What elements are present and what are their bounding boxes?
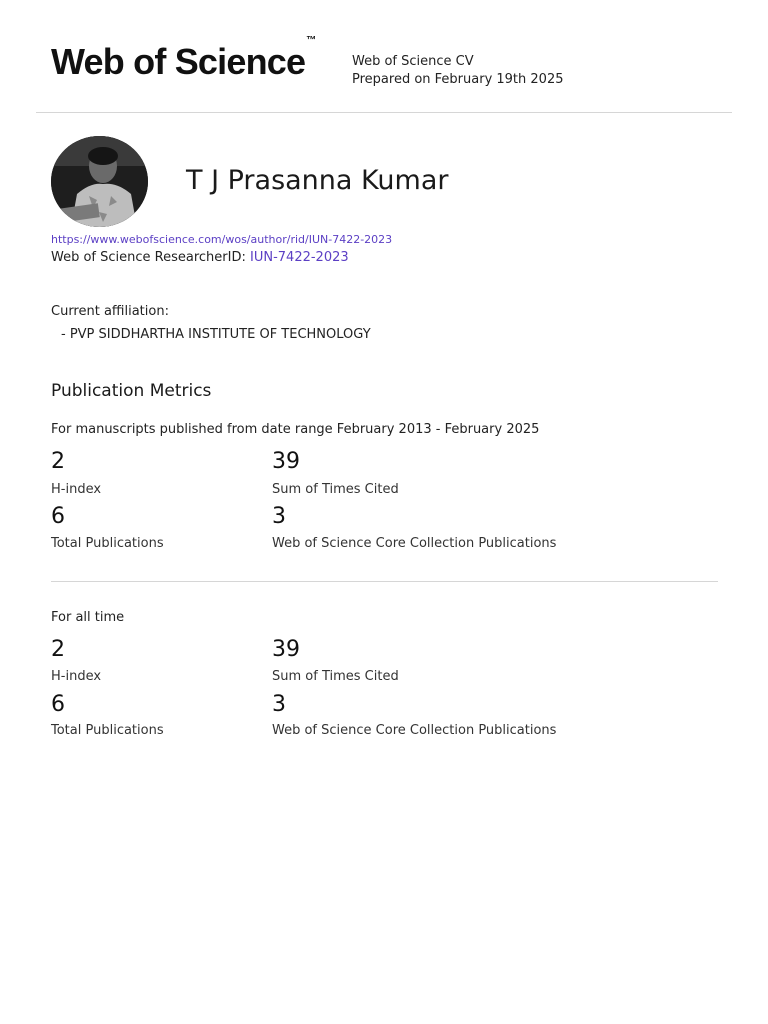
range-total-pubs-value: 6 (51, 504, 65, 529)
affiliation-item: - PVP SIDDHARTHA INSTITUTE OF TECHNOLOGY (61, 327, 371, 342)
cv-title: Web of Science CV (352, 54, 474, 69)
profile-url-link[interactable]: https://www.webofscience.com/wos/author/rid/IUN-7422-2023 (51, 233, 393, 246)
web-of-science-logo (51, 35, 316, 82)
logo-text: Web of Science (51, 41, 306, 82)
avatar (51, 136, 148, 227)
prepared-date: Prepared on February 19th 2025 (352, 72, 564, 87)
range-times-cited-value: 39 (272, 449, 300, 474)
all-time-total-pubs-value: 6 (51, 692, 65, 717)
author-name: T J Prasanna Kumar (186, 165, 449, 196)
range-core-pubs-label: Web of Science Core Collection Publications (272, 536, 557, 551)
all-time-h-index-label: H-index (51, 669, 102, 684)
all-time-times-cited-value: 39 (272, 637, 300, 662)
range-h-index-label: H-index (51, 482, 102, 497)
all-time-caption: For all time (51, 610, 125, 625)
range-total-pubs-label: Total Publications (51, 536, 164, 551)
all-time-h-index-value: 2 (51, 637, 65, 662)
affiliation-label: Current affiliation: (51, 304, 169, 319)
all-time-times-cited-label: Sum of Times Cited (272, 669, 399, 684)
researcher-id-line (51, 250, 349, 265)
logo-trademark: ™ (306, 35, 316, 46)
all-time-total-pubs-label: Total Publications (51, 723, 164, 738)
date-range-caption: For manuscripts published from date range February 2013 - February 2025 (51, 422, 540, 437)
range-h-index-value: 2 (51, 449, 65, 474)
all-time-core-pubs-label: Web of Science Core Collection Publications (272, 723, 557, 738)
range-core-pubs-value: 3 (272, 504, 286, 529)
avatar-photo (51, 136, 148, 227)
all-time-core-pubs-value: 3 (272, 692, 286, 717)
researcher-id-label: Web of Science ResearcherID: (51, 250, 246, 265)
header-meta (352, 53, 564, 89)
header-divider (36, 112, 732, 113)
metrics-divider (51, 581, 718, 582)
range-times-cited-label: Sum of Times Cited (272, 482, 399, 497)
researcher-id-link[interactable]: IUN-7422-2023 (250, 250, 349, 265)
publication-metrics-title: Publication Metrics (51, 381, 212, 401)
